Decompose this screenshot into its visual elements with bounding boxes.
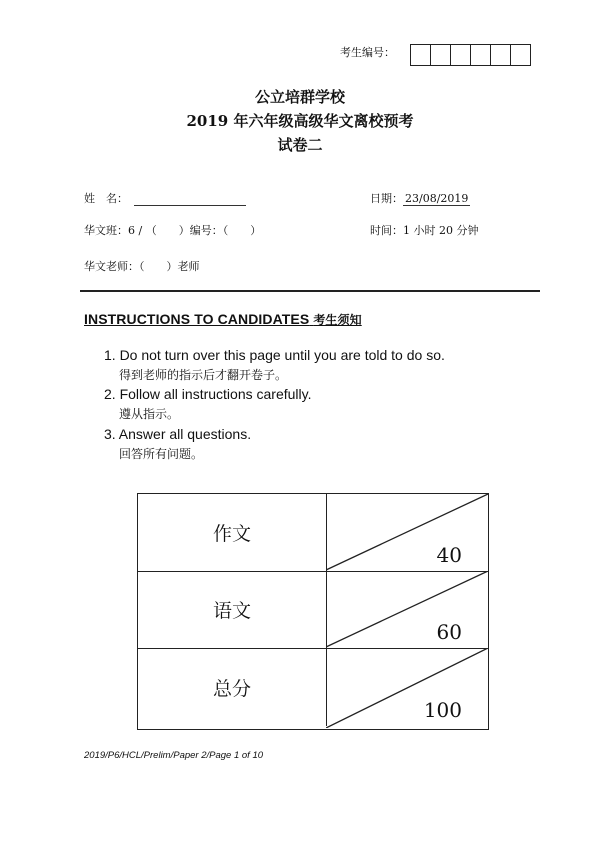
instructions-heading-en: INSTRUCTIONS TO CANDIDATES <box>84 311 310 327</box>
candidate-digit-box[interactable] <box>431 45 451 65</box>
score-diagonal <box>326 571 488 648</box>
candidate-digit-box[interactable] <box>411 45 431 65</box>
score-diagonal <box>326 648 488 728</box>
instructions-heading <box>84 311 362 328</box>
score-row-composition <box>138 494 488 572</box>
score-row-label: 语文 <box>138 571 327 648</box>
time-field: 时间：1 小时 20 分钟 <box>370 224 479 237</box>
score-row-language <box>138 571 488 649</box>
score-row-label: 总分 <box>138 648 327 726</box>
paper-title: 试卷二 <box>277 136 323 154</box>
instruction-item-2-cn: 遵从指示。 <box>119 407 180 421</box>
divider <box>80 290 540 292</box>
page-footer: 2019/P6/HCL/Prelim/Paper 2/Page 1 of 10 <box>84 750 264 761</box>
date-label: 日期： <box>370 192 403 205</box>
class-number-field[interactable]: 华文班：6 / （ ）编号：（ ） <box>84 224 262 237</box>
candidate-digit-box[interactable] <box>451 45 471 65</box>
instruction-item-3-cn: 回答所有问题。 <box>119 447 204 461</box>
name-label: 姓 名： <box>84 192 128 205</box>
teacher-field[interactable]: 华文老师：（ ）老师 <box>84 260 200 273</box>
score-max: 40 <box>436 543 462 567</box>
candidate-number-boxes[interactable] <box>410 44 531 66</box>
instruction-item-1-cn: 得到老师的指示后才翻开卷子。 <box>119 368 288 382</box>
score-max: 100 <box>423 698 462 722</box>
score-row-total <box>138 648 488 726</box>
score-diagonal <box>326 494 488 571</box>
school-name: 公立培群学校 <box>254 88 345 106</box>
candidate-digit-box[interactable] <box>471 45 491 65</box>
instructions-heading-cn: 考生须知 <box>313 313 362 327</box>
score-cell[interactable] <box>326 571 488 648</box>
score-row-label: 作文 <box>138 494 327 571</box>
candidate-digit-box[interactable] <box>491 45 511 65</box>
exam-title: 2019 年六年级高级华文离校预考 <box>186 112 414 130</box>
name-blank-line[interactable] <box>134 193 246 206</box>
score-cell[interactable] <box>326 494 488 571</box>
score-cell[interactable] <box>326 648 488 726</box>
candidate-number-label: 考生编号： <box>340 46 395 59</box>
score-max: 60 <box>436 620 462 644</box>
date-value: 23/08/2019 <box>405 192 469 205</box>
date-field <box>370 190 470 206</box>
instruction-item-1: 1. Do not turn over this page until you are told to do so. <box>104 347 445 363</box>
instruction-item-2: 2. Follow all instructions carefully. <box>104 386 312 402</box>
instruction-item-3: 3. Answer all questions. <box>104 426 252 442</box>
candidate-digit-box[interactable] <box>511 45 530 65</box>
name-field[interactable] <box>84 190 246 206</box>
score-table <box>137 493 489 730</box>
